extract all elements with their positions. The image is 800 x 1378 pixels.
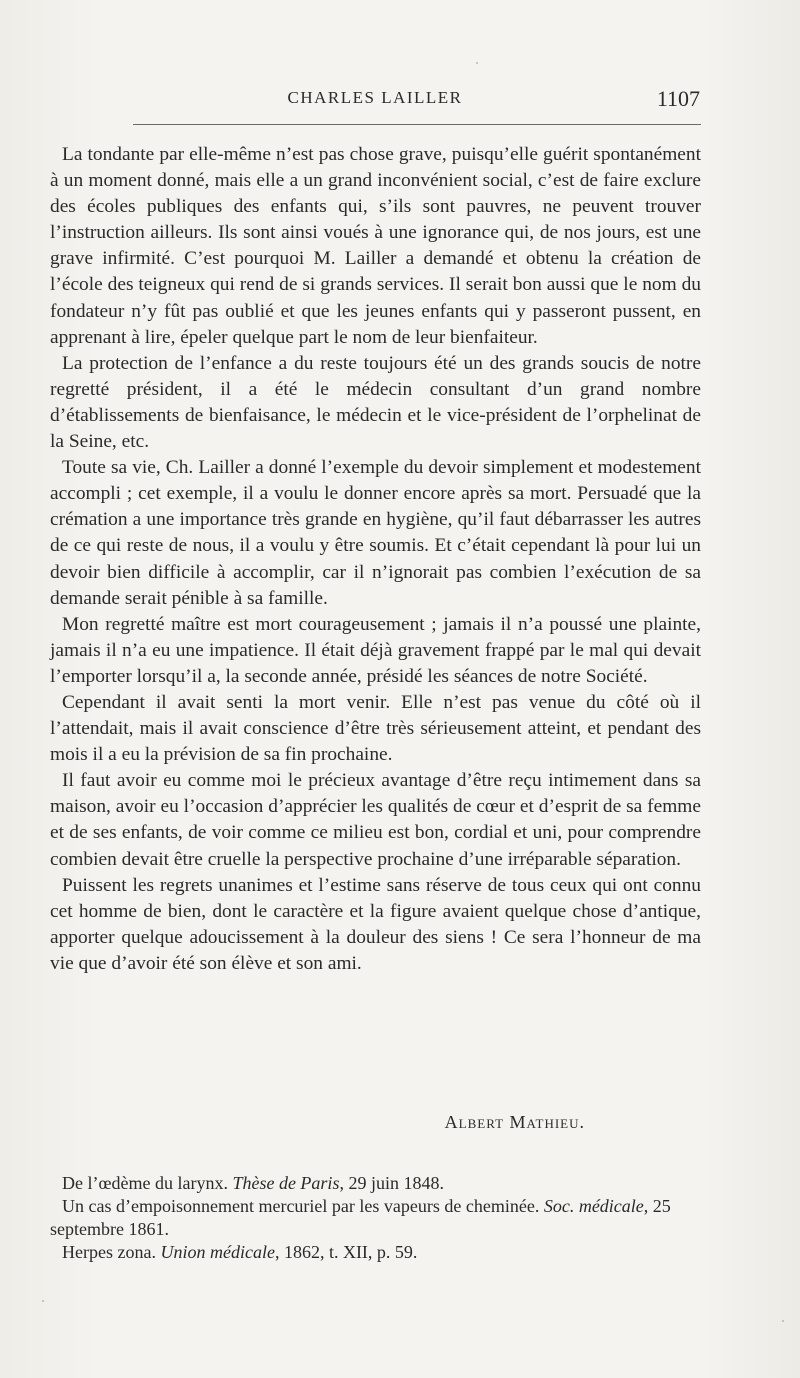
paragraph: Cependant il avait senti la mort venir. Elle n’est pas venue du côté où il l’attendait, mais il avait conscience d’être très sérieusement atteint, et pendant des mois il a eu la prévision de sa fin prochaine. bbox=[50, 691, 701, 766]
reference-text: Un cas d’empoisonnement mercuriel par les vapeurs de cheminée. bbox=[62, 1196, 544, 1216]
page-number: 1107 bbox=[656, 86, 700, 111]
references-list bbox=[50, 1172, 701, 1264]
paragraph: Mon regretté maître est mort courageusement ; jamais il n’a poussé une plainte, jamais il n’a eu une impatience. Il était déjà gravement frappé par le mal qui devait l’emporter lorsqu’il a, la seconde année, présidé les séances de notre Société. bbox=[50, 613, 701, 687]
reference-text: Herpes zona. bbox=[62, 1242, 161, 1262]
reference-source: Union médicale bbox=[160, 1242, 275, 1262]
reference-date: , 25 septembre 1861. bbox=[50, 1196, 671, 1239]
paper-speck bbox=[42, 1300, 44, 1302]
paragraph: Puissent les regrets unanimes et l’estime sans réserve de tous ceux qui ont connu cet homme de bien, dont le caractère et la figure avaient quelque chose d’antique, apporter quelque adoucissement à la douleur des siens ! Ce sera l’honneur de ma vie que d’avoir été son élève et son ami. bbox=[50, 874, 701, 974]
signature-name: Albert Mathieu. bbox=[444, 1112, 585, 1132]
paragraph: La protection de l’enfance a du reste toujours été un des grands soucis de notre regretté président, il a été le médecin consultant d’un grand nombre d’établissements de bienfaisance, le médecin et le vice-président de l’orphelinat de la Seine, etc. bbox=[50, 352, 701, 453]
paragraph: Toute sa vie, Ch. Lailler a donné l’exemple du devoir simplement et modestement accompli ; cet exemple, il a voulu le donner encore après sa mort. Persuadé que la crémation a une importance très grande en hygiène, qu’il faut débarrasser les autres de ce qui reste de nous, il a voulu y être soumis. Et c’était cependant là pour lui un devoir bien difficile à accomplir, car il n’ignorait pas combien l’exécution de sa demande serait pénible à sa famille. bbox=[50, 457, 701, 609]
paper-speck bbox=[476, 62, 478, 64]
page-header bbox=[50, 86, 700, 116]
reference-source: Thèse de Paris bbox=[232, 1173, 340, 1193]
paragraph: La tondante par elle-même n’est pas chose grave, puisqu’elle guérit spontanément à un moment donné, mais elle a un grand inconvénient social, c’est de faire exclure des écoles publiques des enfants qui, s’ils sont pauvres, ne peuvent trouver l’instruction ailleurs. Ils sont ainsi voués à une ignorance qui, de nos jours, est une grave infirmité. C’est pourquoi M. Lailler a demandé et obtenu la création de l’école des teigneux qui rend de si grands services. Il serait bon aussi que le nom du fondateur n’y fût pas oublié et que les jeunes enfants qui y passeront pussent, en apprenant à lire, épeler quelque part le nom de leur bienfaiteur. bbox=[50, 144, 701, 348]
paper-speck bbox=[782, 1320, 784, 1322]
reference-item bbox=[50, 1195, 701, 1241]
author-signature bbox=[445, 1112, 585, 1133]
reference-item bbox=[50, 1172, 701, 1195]
running-title: CHARLES LAILLER bbox=[287, 88, 463, 107]
paragraph: Il faut avoir eu comme moi le précieux avantage d’être reçu intimement dans sa maison, avoir eu l’occasion d’apprécier les qualités de cœur et d’esprit de sa femme et de ses enfants, de voir comme ce milieu est bon, cordial et uni, pour comprendre combien devait être cruelle la perspective prochaine d’une irréparable séparation. bbox=[50, 770, 701, 870]
reference-item bbox=[50, 1241, 701, 1264]
body-text bbox=[50, 142, 701, 977]
reference-source: Soc. médicale bbox=[543, 1196, 644, 1216]
reference-date: , 1862, t. XII, p. 59. bbox=[274, 1242, 418, 1262]
reference-text: De l’œdème du larynx. bbox=[62, 1173, 233, 1193]
header-rule bbox=[133, 124, 701, 125]
reference-date: , 29 juin 1848. bbox=[339, 1173, 444, 1193]
